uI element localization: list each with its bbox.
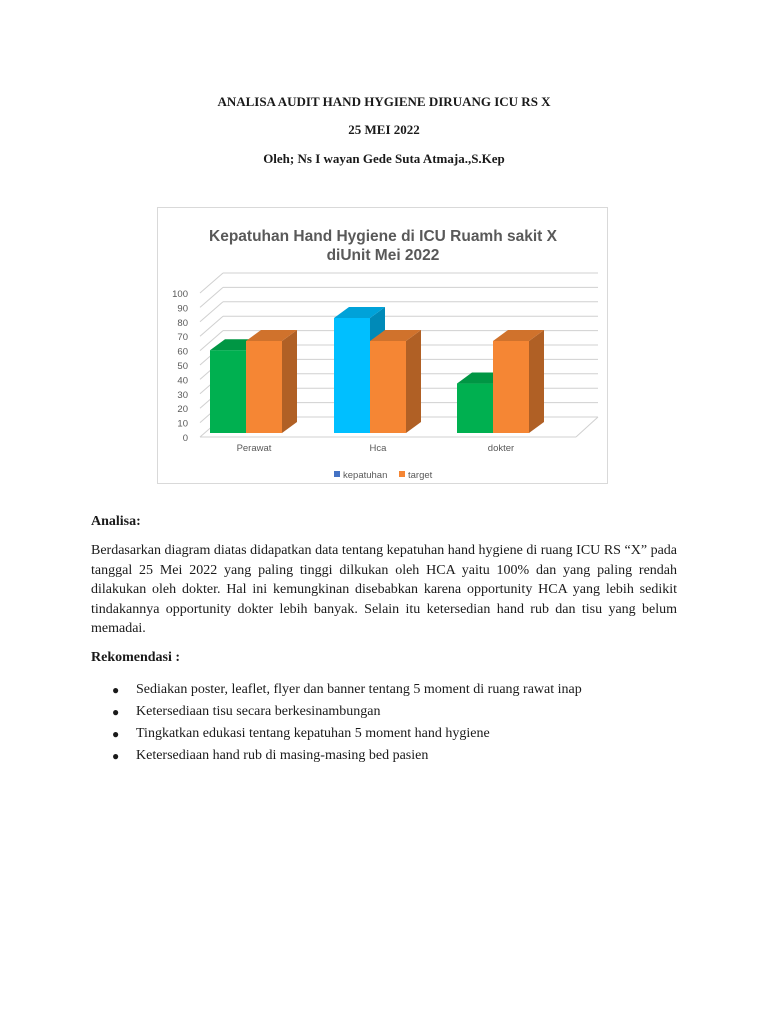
list-item (91, 680, 691, 702)
y-tick-label: 50 (177, 361, 188, 372)
list-item (91, 724, 691, 746)
document-title: ANALISA AUDIT HAND HYGIENE DIRUANG ICU RS X (217, 94, 551, 109)
y-tick-label: 60 (177, 346, 188, 358)
document-date: 25 MEI 2022 (348, 122, 420, 137)
bar-target-hca (370, 330, 421, 433)
chart-svg (158, 208, 609, 485)
bar-front (246, 341, 282, 433)
legend-swatch-target (399, 471, 405, 477)
y-tick-label: 30 (177, 389, 188, 401)
bullet-icon: ● (112, 683, 120, 697)
y-tick-label: 0 (182, 433, 188, 444)
document-author: Oleh; Ns I wayan Gede Suta Atmaja.,S.Kep (263, 151, 505, 166)
legend-label-target: target (408, 470, 433, 481)
bullet-icon: ● (112, 749, 120, 763)
y-tick-label: 10 (177, 418, 188, 430)
analysis-heading: Analisa: (91, 514, 141, 529)
y-tick-label: 100 (172, 289, 188, 300)
bar-front (210, 350, 246, 433)
list-item (91, 702, 691, 724)
bar-side (282, 330, 297, 433)
bullet-icon: ● (112, 705, 120, 719)
recommendation-heading: Rekomendasi : (91, 650, 181, 665)
x-tick-label: Hca (369, 443, 387, 454)
bar-front (370, 341, 406, 433)
x-tick-label: Perawat (236, 443, 272, 454)
y-tick-label: 80 (177, 317, 188, 329)
legend-swatch-kepatuhan (334, 471, 340, 477)
chart-title-line1: Kepatuhan Hand Hygiene di ICU Ruamh sakit X (209, 228, 557, 245)
bullet-icon: ● (112, 727, 120, 741)
y-tick-label: 40 (177, 375, 188, 387)
analysis-paragraph: Berdasarkan diagram diatas didapatkan data tentang kepatuhan hand hygiene di ruang ICU RS “X” pada tanggal 25 Mei 2022 yang paling tinggi dilkukan oleh HCA yaitu 100% dan yang paling rendah dilakukan oleh dokter. Hal ini kemungkinan disebabkan karena opportunity HCA yang lebih sedikit tindakannya opportunity dokter lebih banyak. Selain itu ketersedian hand rub dan tisu yang belum memadai. (91, 543, 677, 636)
bar-front (457, 384, 493, 433)
x-tick-label: dokter (487, 443, 515, 454)
bar-side (529, 330, 544, 433)
recommendation-text: Ketersediaan tisu secara berkesinambungan (136, 704, 381, 719)
floor-edge (576, 417, 598, 437)
recommendation-text: Tingkatkan edukasi tentang kepatuhan 5 moment hand hygiene (136, 726, 490, 741)
chart-title-line2: diUnit Mei 2022 (326, 247, 440, 264)
list-item (91, 746, 691, 768)
bar-target-perawat (246, 330, 297, 433)
bar-target-dokter (493, 330, 544, 433)
bar-front (493, 341, 529, 433)
bar-front (334, 318, 370, 433)
y-tick-label: 70 (177, 332, 188, 344)
y-tick-label: 20 (177, 404, 188, 416)
legend-label-kepatuhan: kepatuhan (343, 470, 388, 481)
y-tick-label: 90 (177, 303, 188, 315)
recommendation-text: Sediakan poster, leaflet, flyer dan banner tentang 5 moment di ruang rawat inap (136, 682, 582, 697)
hand-hygiene-chart (157, 207, 608, 484)
recommendation-text: Ketersediaan hand rub di masing-masing bed pasien (136, 748, 429, 763)
bar-side (406, 330, 421, 433)
recommendation-list (91, 680, 691, 768)
